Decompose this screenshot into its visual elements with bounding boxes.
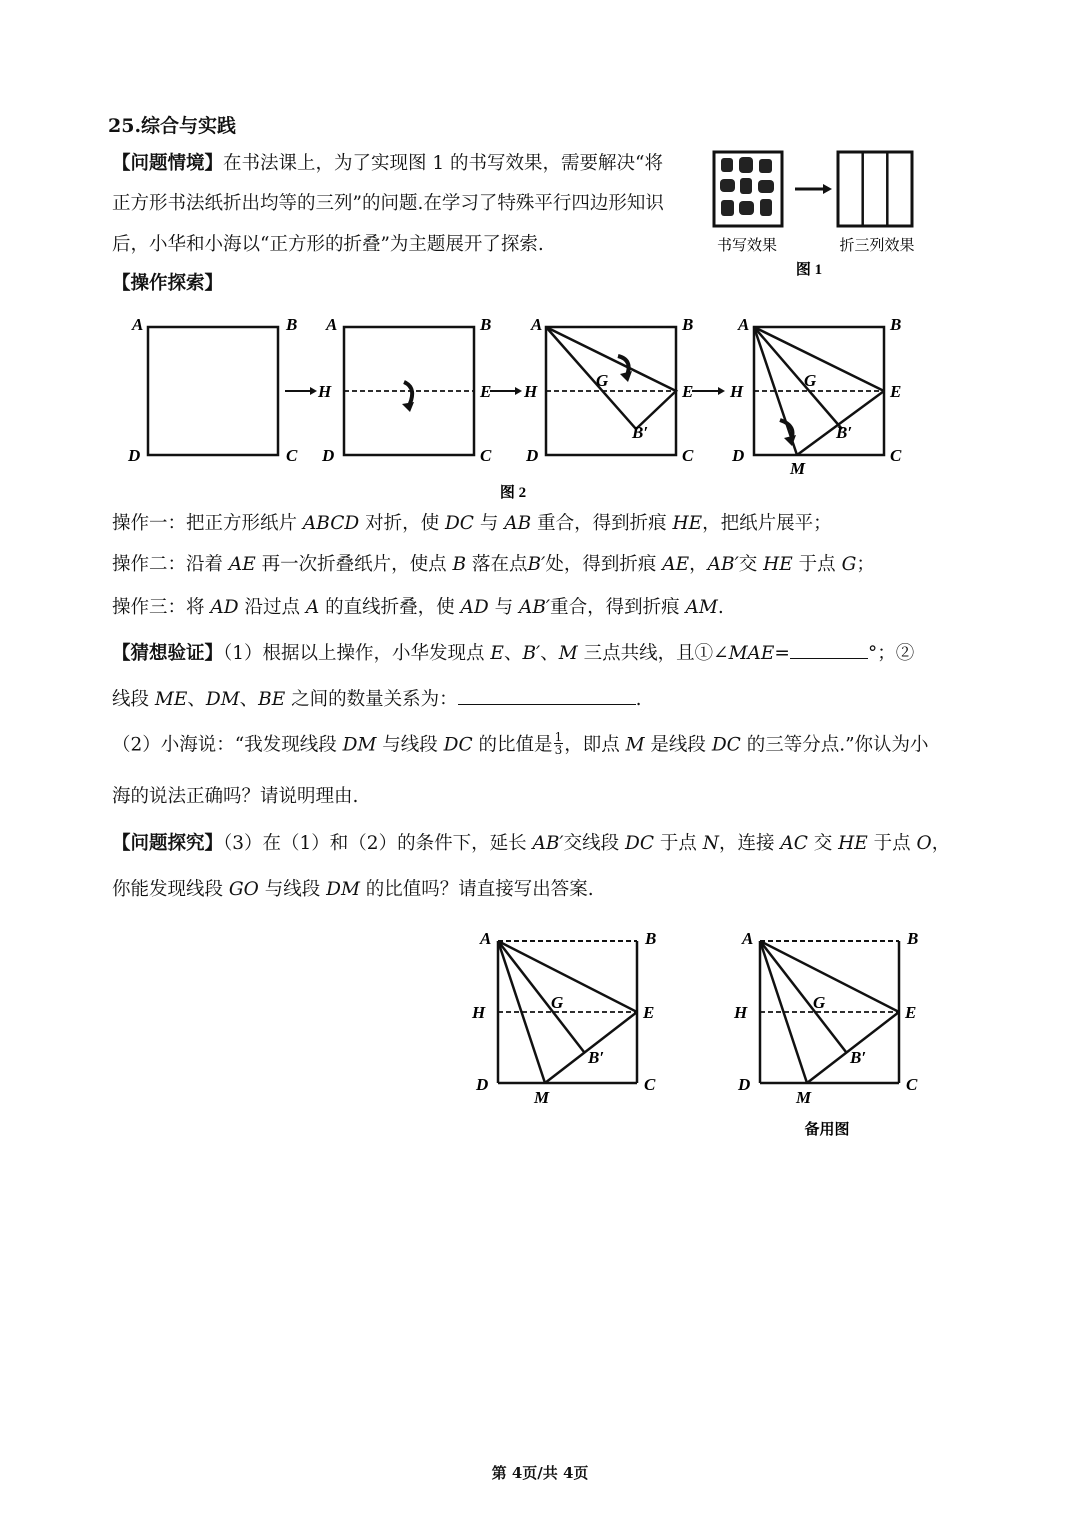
fig2-2-label-c: C	[480, 446, 492, 465]
situation-tag: 【问题情境】	[112, 153, 224, 174]
bottom-2-label-h: H	[734, 1003, 748, 1022]
figure-2-label: 图 2	[499, 485, 527, 501]
angle-answer-blank[interactable]	[790, 640, 868, 659]
bottom-2-label-b: B	[907, 929, 919, 948]
situation-text-1: 在书法课上，为了实现图 1 的书写效果，需要解决“将	[223, 153, 664, 174]
fig2-4-label-e: E	[890, 382, 902, 401]
fig2-step-3	[523, 315, 694, 465]
bottom-1-label-g: G	[551, 993, 564, 1012]
arrow-right-icon	[692, 387, 725, 395]
bottom-2-label-e: E	[905, 1003, 917, 1022]
arrow-right-icon	[490, 387, 522, 395]
fig2-2-label-d: D	[322, 446, 335, 465]
figure-1-caption-left: 书写效果	[716, 238, 778, 254]
fig2-1-label-a: A	[132, 315, 144, 334]
operation-2: 操作二：沿着 AE 再一次折叠纸片，使点 B 落在点B′处，得到折痕 AE，AB′交 HE 于点 G；	[112, 554, 875, 575]
three-column-fold-icon	[838, 152, 912, 226]
situation-line-3: 后，小华和小海以“正方形的折叠”为主题展开了探索.	[112, 234, 544, 255]
bottom-1-label-h: H	[472, 1003, 486, 1022]
bottom-2-label-g: G	[813, 993, 826, 1012]
bottom-1-label-b-prime: B′	[588, 1048, 605, 1067]
arrow-right-icon	[285, 387, 317, 395]
conjecture-line-1: 【猜想验证】（1）根据以上操作，小华发现点 E、B′、M 三点共线，且①∠MAE= °；②	[112, 640, 914, 666]
figure-1	[705, 140, 935, 285]
figure-1-label: 图 1	[795, 262, 823, 278]
part-2-line-1: （2）小海说：“我发现线段 DM 与线段 DC 的比值是 $\frac{1}{3}$ ，即点 M 是线段 DC 的三等分点.”你认为小	[112, 730, 929, 757]
bottom-2-label-m: M	[796, 1088, 812, 1107]
fig2-step-2	[317, 315, 492, 465]
fig2-3-label-g: G	[596, 371, 609, 390]
spare-figure-caption: 备用图	[804, 1122, 850, 1138]
fig2-step-4	[729, 315, 902, 478]
bottom-figure-spare	[733, 929, 918, 1138]
fig2-2-label-b: B	[480, 315, 492, 334]
question-title: 25.综合与实践	[108, 115, 237, 137]
fig2-2-label-e: E	[480, 382, 492, 401]
bottom-2-label-a: A	[742, 929, 754, 948]
fig2-step-1	[127, 315, 298, 465]
fig2-4-label-g: G	[804, 371, 817, 390]
fig2-3-label-e: E	[682, 382, 694, 401]
figure-2	[118, 308, 918, 508]
part-2-line-2: 海的说法正确吗？请说明理由.	[112, 786, 359, 807]
conjecture-tag: 【猜想验证】	[112, 643, 224, 664]
situation-line-2: 正方形书法纸折出均等的三列”的问题.在学习了特殊平行四边形知识	[112, 193, 664, 214]
fig2-4-label-b: B	[890, 315, 902, 334]
figure-1-caption-right: 折三列效果	[839, 238, 915, 254]
bottom-1-label-b: B	[645, 929, 657, 948]
fig2-1-label-d: D	[128, 446, 141, 465]
fraction-one-third: $\frac{1}{3}$	[554, 730, 563, 757]
fig2-4-label-c: C	[890, 446, 902, 465]
fig2-3-label-d: D	[526, 446, 539, 465]
fig2-2-label-h: H	[318, 382, 332, 401]
bottom-1-label-c: C	[644, 1075, 656, 1094]
bottom-figure-main	[471, 929, 656, 1107]
fig2-3-label-b: B	[682, 315, 694, 334]
bottom-1-label-a: A	[480, 929, 492, 948]
fig2-3-label-c: C	[682, 446, 694, 465]
inquiry-line-2: 你能发现线段 GO 与线段 DM 的比值吗？请直接写出答案.	[112, 879, 594, 900]
fig2-4-label-m: M	[790, 459, 806, 478]
fig2-4-label-a: A	[738, 315, 750, 334]
fig2-3-label-h: H	[524, 382, 538, 401]
bottom-2-label-d: D	[738, 1075, 751, 1094]
inquiry-line-1: 【问题探究】（3）在（1）和（2）的条件下，延长 AB′交线段 DC 于点 N，连接 AC 交 HE 于点 O，	[112, 833, 951, 854]
bottom-1-label-m: M	[534, 1088, 550, 1107]
bottom-figures	[462, 922, 942, 1142]
fig2-4-label-d: D	[732, 446, 745, 465]
fig2-1-label-c: C	[286, 446, 298, 465]
bottom-1-label-d: D	[476, 1075, 489, 1094]
conjecture-line-2: 线段 ME、DM、BE 之间的数量关系为： .	[112, 686, 642, 712]
inquiry-tag: 【问题探究】	[112, 833, 224, 854]
bottom-1-label-e: E	[643, 1003, 655, 1022]
fig2-3-label-b-prime: B′	[632, 423, 649, 442]
page-footer: 第 4页/共 4页	[491, 1464, 589, 1482]
fig2-2-label-a: A	[326, 315, 338, 334]
arrow-right-icon	[795, 184, 832, 194]
fig2-1-label-b: B	[286, 315, 298, 334]
bottom-2-label-c: C	[906, 1075, 918, 1094]
fig2-3-label-a: A	[531, 315, 543, 334]
relation-answer-blank[interactable]	[458, 686, 636, 705]
fig2-4-label-h: H	[730, 382, 744, 401]
operation-1: 操作一：把正方形纸片 ABCD 对折，使 DC 与 AB 重合，得到折痕 HE，把纸片展平；	[112, 513, 832, 534]
bottom-2-label-b-prime: B′	[850, 1048, 867, 1067]
operation-3: 操作三：将 AD 沿过点 A 的直线折叠，使 AD 与 AB′重合，得到折痕 AM.	[112, 597, 724, 618]
calligraphy-sample-icon	[714, 152, 782, 226]
exploration-tag: 【操作探索】	[112, 273, 224, 294]
fig2-4-label-b-prime: B′	[836, 423, 853, 442]
situation-line-1	[112, 152, 663, 176]
